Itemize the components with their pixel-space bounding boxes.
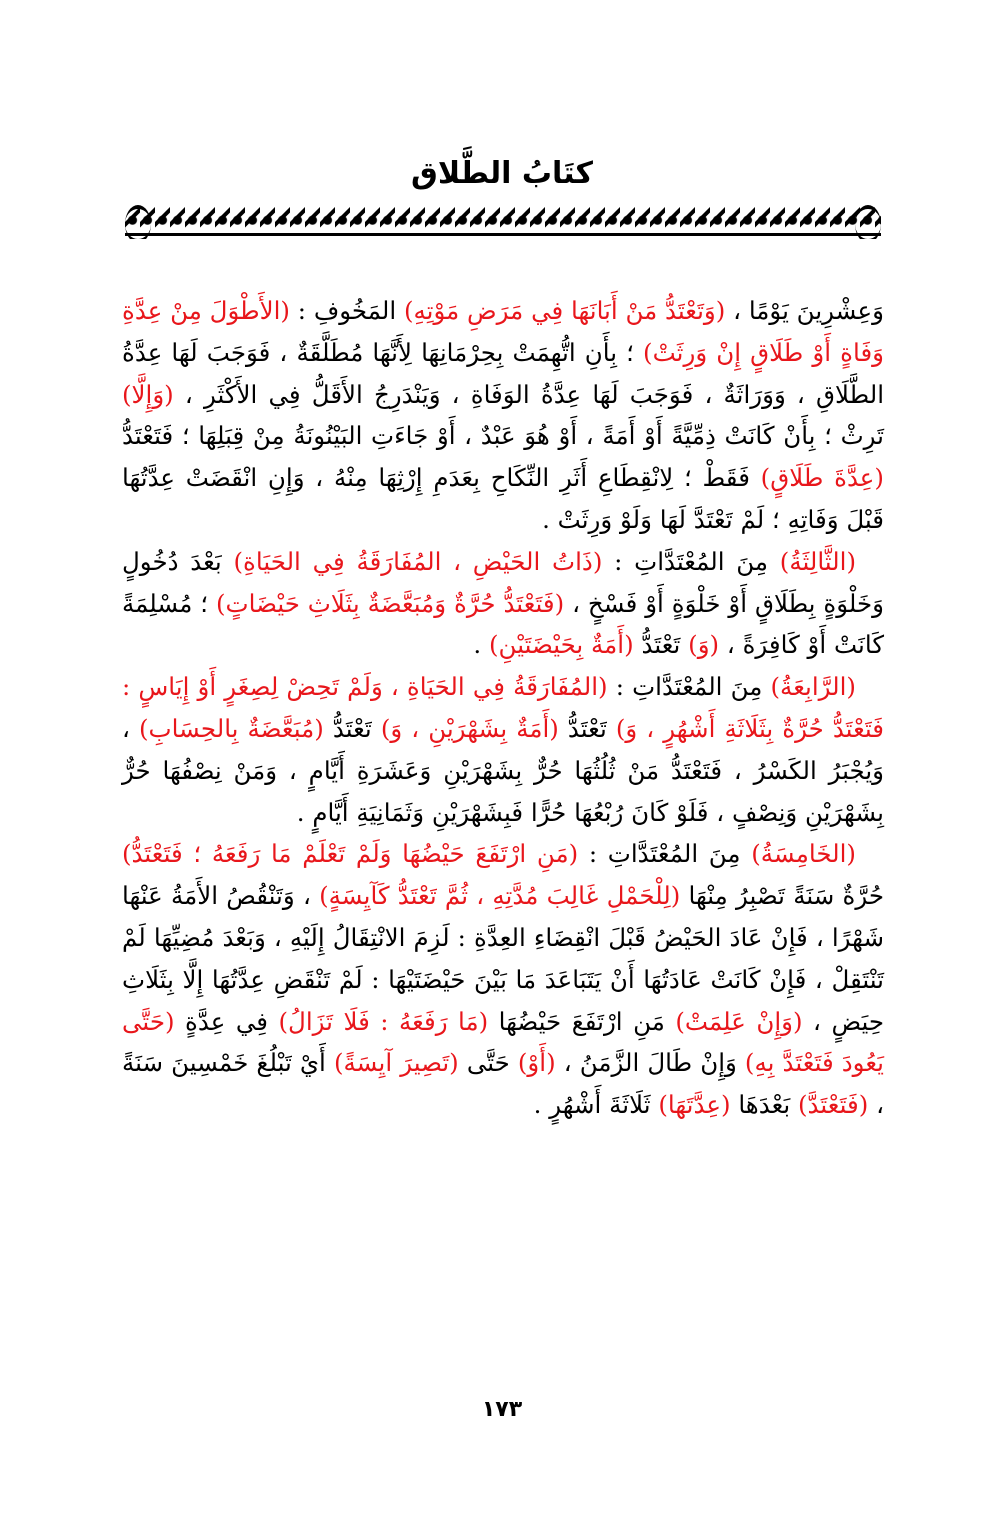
commentary-text: ؛ مُسْلِمَةً كَانَتْ أَوْ كَافِرَةً ، bbox=[122, 588, 884, 660]
paragraph bbox=[122, 666, 884, 833]
commentary-text: بَعْدَهَا bbox=[730, 1090, 798, 1120]
matn-text: (مُبَعَّضَةٌ بِالحِسَابِ) bbox=[138, 713, 324, 743]
commentary-text: وَإِنْ طَالَ الزَّمَنُ ، bbox=[555, 1048, 745, 1078]
commentary-text: ، وَيُجْبَرُ الكَسْرُ ، فَتَعْتَدُّ مَنْ ثُلُثُهَا حُرٌّ بِشَهْرَيْنِ وَعَشَرَةِ أَيَّامٍ ، وَمَنْ نِصْفُهَا حُرٌّ بِشَهْرَيْنِ وَنِصْفٍ ، فَلَوْ كَانَ رُبْعُهَا حُرًّا فَبِشَهْرَيْنِ وَثَمَانِيَةِ أَيَّامٍ . bbox=[122, 713, 884, 827]
ornament-cap-left bbox=[125, 205, 151, 239]
matn-text: (عِدَّتَهَا) bbox=[658, 1090, 731, 1120]
matn-text: (حَتَّى يَعُودَ فَتَعْتَدَّ بِهِ) bbox=[122, 1006, 884, 1078]
commentary-text: بَعْدَ دُخُولٍ وَخَلْوَةٍ بِطَلَاقٍ أَوْ خَلْوَةٍ أَوْ فَسْخٍ ، bbox=[122, 546, 884, 618]
page-title: كتَابُ الطَّلاق bbox=[411, 156, 593, 191]
commentary-text: ، وَتَنْقُصُ الأَمَةُ عَنْهَا شَهْرًا ، فَإِنْ عَادَ الحَيْضُ قَبْلَ انْقِضَاءِ العِدَّةِ : لَزِمَ الانْتِقَالُ إِلَيْهِ ، وَبَعْدَ مُضِيِّهَا لَمْ تَنْتَقِلْ ، فَإِنْ كَانَتْ عَادَتُهَا أَنْ يَتَبَاعَدَ مَا بَيْنَ حَيْضَتَيْهَا : لَمْ تَنْقَضِ عِدَّتُهَا إِلَّا بِثَلَاثِ حِيَضٍ ، bbox=[122, 881, 885, 1036]
commentary-text: حَتَّى bbox=[458, 1048, 518, 1078]
commentary-text: مِنَ المُعْتَدَّاتِ : bbox=[578, 839, 752, 869]
matn-text: (المُفَارَقَةُ فِي الحَيَاةِ ، وَلَمْ تَحِضْ لِصِغَرٍ أَوْ إِيَاسٍ : فَتَعْتَدُّ حُرَّةٌ بِثَلَاثَةِ أَشْهُرٍ ، وَ) bbox=[122, 672, 885, 743]
commentary-text: فَقَطْ ؛ لِانْقِطَاعِ أَثَرِ النِّكَاحِ بِعَدَمِ إِرْثِهَا مِنْهُ ، وَإِنِ انْقَضَتْ عِدَّتُهَا قَبْلَ وَفَاتِهِ ؛ لَمْ تَعْتَدَّ لَهَا وَلَوْ وَرِثَتْ . bbox=[122, 463, 884, 534]
commentary-text: تَرِثْ ؛ بِأَنْ كَانَتْ ذِمِّيَّةً أَوْ أَمَةً ، أَوْ هُوَ عَبْدٌ ، أَوْ جَاءَتِ البَيْنُونَةُ مِنْ قِبَلِهَا ؛ فَتَعْتَدُّ bbox=[122, 421, 884, 451]
matn-text: (وَإِلَّا) bbox=[122, 379, 174, 409]
commentary-text: ثَلَاثَةَ أَشْهُرٍ . bbox=[533, 1090, 659, 1120]
ornament-cap-right bbox=[855, 205, 881, 239]
page-number: ١٧٣ bbox=[481, 1397, 523, 1422]
commentary-text: تَعْتَدُّ bbox=[323, 713, 381, 743]
matn-text: (الخَامِسَةُ) bbox=[751, 839, 856, 869]
matn-text: (فَتَعْتَدُّ حُرَّةٌ وَمُبَعَّضَةٌ بِثَلَاثِ حَيْضَاتٍ) bbox=[216, 588, 565, 618]
commentary-text: المَخُوفِ : bbox=[289, 296, 404, 325]
commentary-text: أَيْ تَبْلُغَ خَمْسِينَ سَنَةً ، bbox=[122, 1048, 884, 1120]
paragraph bbox=[122, 290, 884, 541]
matn-text: (أَمَةٌ بِشَهْرَيْنِ ، وَ) bbox=[380, 713, 559, 743]
matn-text: (وَتَعْتَدُّ مَنْ أَبَانَهَا فِي مَرَضِ مَوْتِهِ) bbox=[403, 296, 726, 325]
matn-text: (أَمَةٌ بِحَيْضَتَيْنِ) bbox=[488, 630, 634, 660]
commentary-text: حُرَّةٌ سَنَةً تَصْبِرُ مِنْهَا bbox=[680, 881, 884, 911]
matn-text: (تَصِيرَ آيِسَةً) bbox=[333, 1048, 459, 1078]
matn-text: (عِدَّةَ طَلَاقٍ) bbox=[760, 463, 884, 493]
matn-text: (مَنِ ارْتَفَعَ حَيْضُهَا وَلَمْ تَعْلَمْ مَا رَفَعَهُ ؛ فَتَعْتَدُّ) bbox=[122, 839, 579, 869]
commentary-text: وَعِشْرِينَ يَوْمًا ، bbox=[725, 296, 884, 325]
commentary-text: فِي عِدَّةٍ bbox=[174, 1006, 279, 1036]
commentary-text: تَعْتَدُّ bbox=[558, 713, 616, 743]
matn-text: (فَتَعْتَدَّ) bbox=[798, 1090, 869, 1120]
matn-text: (وَإِنْ عَلِمَتْ) bbox=[675, 1006, 803, 1036]
commentary-text: ؛ بِأَنِ اتُّهِمَتْ بِحِرْمَانِهَا لِأَنَّهَا مُطَلَّقَةٌ ، فَوَجَبَ لَهَا عِدَّةُ الطَّلَاقِ ، وَوَرَاثَةٌ ، فَوَجَبَ لَهَا عِدَّةُ الوَفَاةِ ، وَيَنْدَرِجُ الأَقَلُّ فِي الأَكْثَرِ ، bbox=[122, 337, 884, 409]
commentary-text: مَنِ ارْتَفَعَ حَيْضُهَا bbox=[488, 1006, 676, 1036]
commentary-text: مِنَ المُعْتَدَّاتِ : bbox=[602, 546, 780, 576]
commentary-text: تَعْتَدُّ bbox=[633, 630, 689, 660]
paragraph bbox=[122, 833, 884, 1126]
matn-text: (الأَطْوَلَ مِنْ عِدَّةِ وَفَاةٍ أَوْ طَلَاقٍ إِنْ وَرِثَتْ) bbox=[122, 296, 884, 367]
ornamental-divider bbox=[125, 205, 881, 239]
matn-text: (أَوْ) bbox=[517, 1048, 556, 1078]
ornament-pattern bbox=[125, 207, 881, 229]
matn-text: (لِلْحَمْلِ غَالِبَ مُدَّتِهِ ، ثُمَّ تَعْتَدُّ كَآيِسَةٍ) bbox=[319, 881, 681, 911]
matn-text: (الرَّابِعَةُ) bbox=[770, 672, 856, 702]
matn-text: (وَ) bbox=[688, 630, 720, 660]
divider-line bbox=[125, 233, 881, 236]
commentary-text: . bbox=[473, 630, 489, 660]
commentary-text: مِنَ المُعْتَدَّاتِ : bbox=[607, 672, 771, 702]
matn-text: (مَا رَفَعَهُ : فَلَا تَزَالُ) bbox=[278, 1006, 489, 1036]
paragraph bbox=[122, 541, 884, 666]
matn-text: (ذَاتُ الحَيْضِ ، المُفَارَقَةُ فِي الحَيَاةِ) bbox=[233, 546, 603, 576]
matn-text: (الثَّالِثَةُ) bbox=[779, 546, 857, 576]
body-text bbox=[122, 290, 884, 1126]
